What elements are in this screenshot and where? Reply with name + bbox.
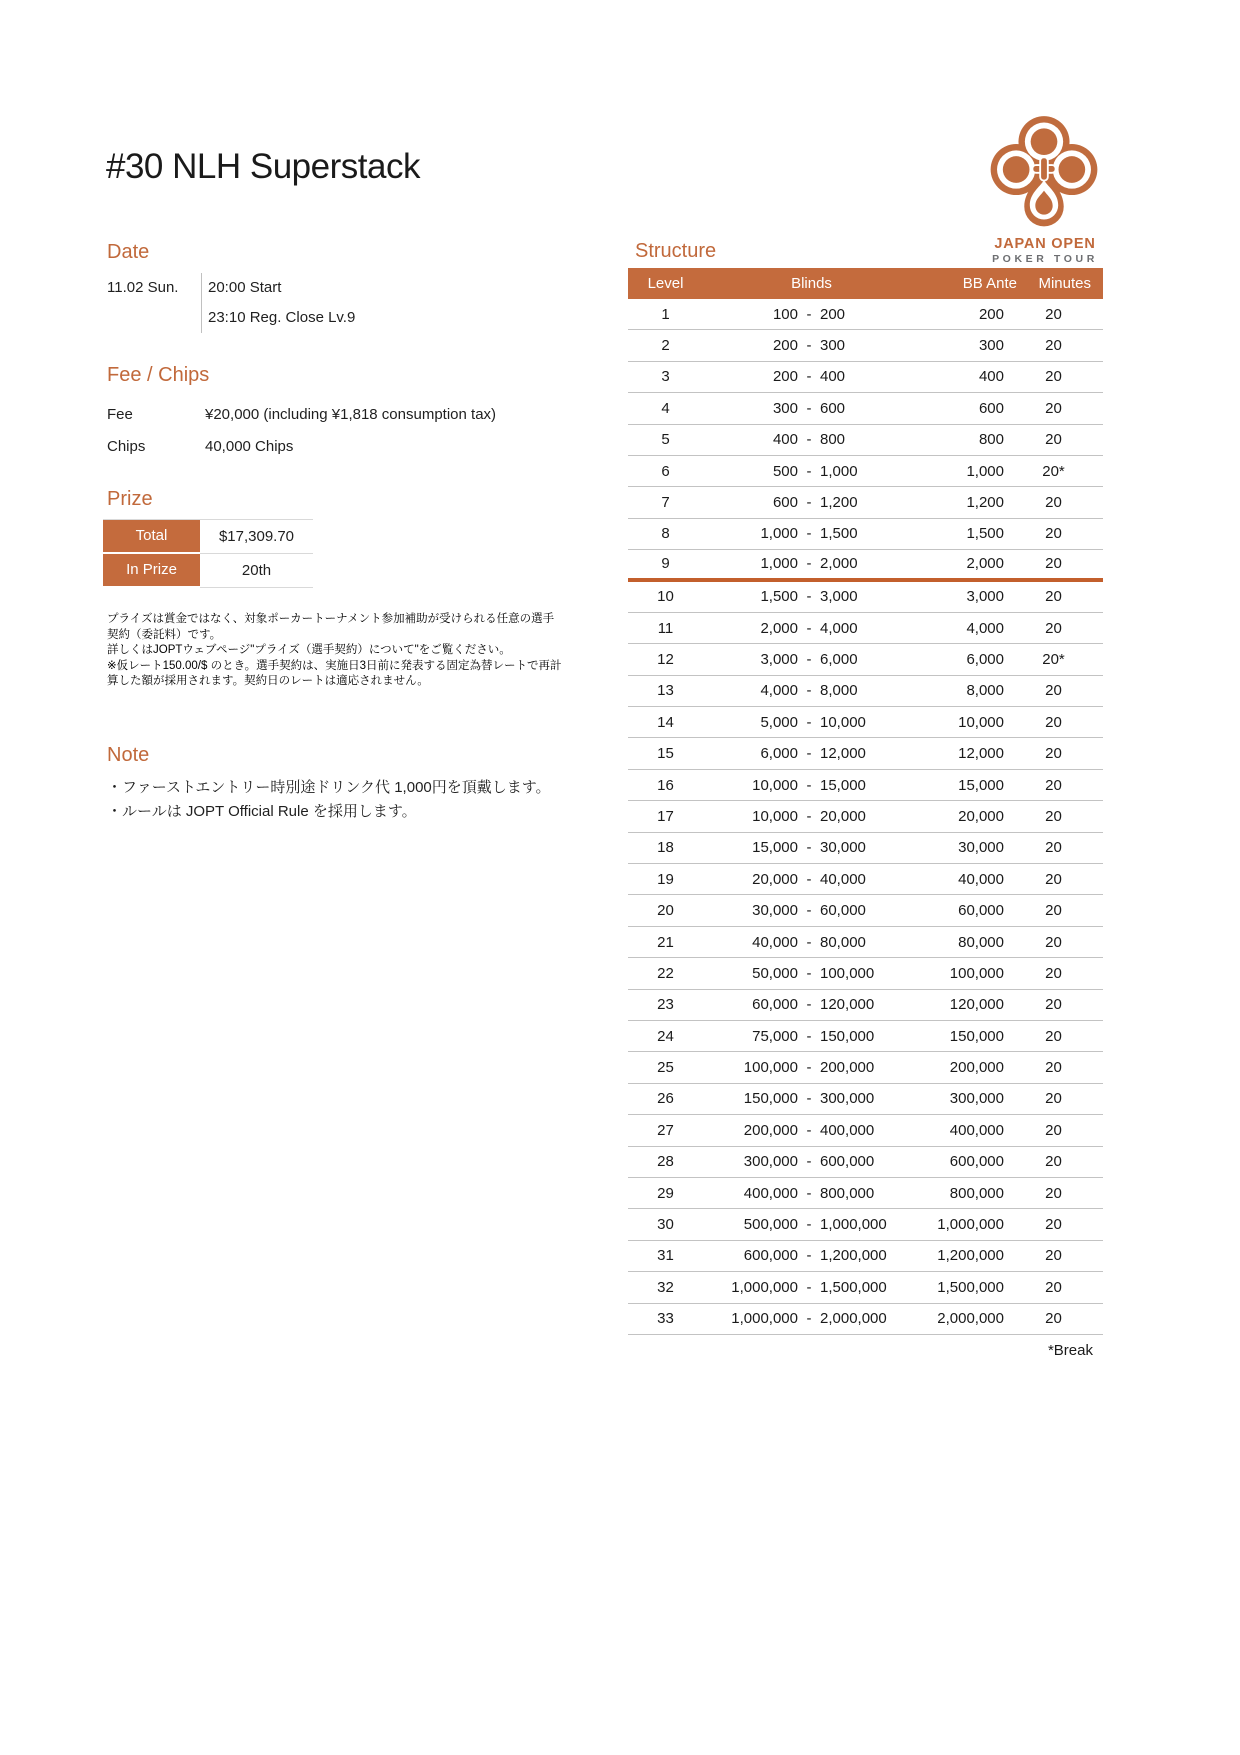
small-blind-cell: 6,000 <box>760 745 798 763</box>
jopt-clover-logo-icon <box>986 112 1102 234</box>
minutes-cell: 20 <box>1045 305 1062 323</box>
small-blind-cell: 1,000 <box>760 555 798 573</box>
minutes-cell: 20 <box>1045 1153 1062 1171</box>
structure-row <box>628 927 1103 958</box>
structure-row <box>628 582 1103 613</box>
blinds-separator: - <box>806 1278 812 1296</box>
note-lines <box>107 776 587 824</box>
level-cell: 28 <box>657 1153 674 1171</box>
prize-total-label: Total <box>103 520 200 554</box>
level-cell: 21 <box>657 933 674 951</box>
level-cell: 1 <box>661 305 670 323</box>
bb-ante-cell: 20,000 <box>958 807 1004 825</box>
structure-heading: Structure <box>635 240 717 262</box>
big-blind-cell: 60,000 <box>820 902 866 920</box>
blinds-separator: - <box>806 462 812 480</box>
date-heading: Date <box>107 241 150 263</box>
bb-ante-cell: 1,000,000 <box>937 1216 1004 1234</box>
big-blind-cell: 20,000 <box>820 807 866 825</box>
minutes-cell: 20 <box>1045 682 1062 700</box>
minutes-cell: 20 <box>1045 1247 1062 1265</box>
prize-inprize-row <box>103 554 313 588</box>
bb-ante-cell: 120,000 <box>949 996 1004 1014</box>
level-cell: 17 <box>657 807 674 825</box>
level-cell: 2 <box>661 337 670 355</box>
minutes-cell: 20 <box>1045 902 1062 920</box>
small-blind-cell: 400,000 <box>743 1184 798 1202</box>
level-cell: 3 <box>661 368 670 386</box>
blinds-separator: - <box>806 1184 812 1202</box>
structure-row <box>628 864 1103 895</box>
big-blind-cell: 150,000 <box>820 1027 875 1045</box>
small-blind-cell: 500 <box>772 462 798 480</box>
blinds-separator: - <box>806 305 812 323</box>
bb-ante-cell: 300 <box>978 337 1004 355</box>
big-blind-cell: 300 <box>820 337 846 355</box>
bb-ante-cell: 200,000 <box>949 1059 1004 1077</box>
big-blind-cell: 3,000 <box>820 588 858 606</box>
minutes-cell: 20 <box>1045 839 1062 857</box>
small-blind-cell: 20,000 <box>752 870 798 888</box>
level-cell: 29 <box>657 1184 674 1202</box>
minutes-cell: 20* <box>1042 650 1065 668</box>
page-title: #30 NLH Superstack <box>106 147 420 186</box>
structure-row <box>628 1115 1103 1146</box>
big-blind-cell: 600 <box>820 399 846 417</box>
big-blind-cell: 200,000 <box>820 1059 875 1077</box>
bb-ante-cell: 400,000 <box>949 1121 1004 1139</box>
bb-ante-cell: 600,000 <box>949 1153 1004 1171</box>
bb-ante-cell: 80,000 <box>958 933 1004 951</box>
structure-row <box>628 990 1103 1021</box>
structure-row <box>628 613 1103 644</box>
small-blind-cell: 5,000 <box>760 713 798 731</box>
minutes-cell: 20 <box>1045 1216 1062 1234</box>
minutes-cell: 20 <box>1045 964 1062 982</box>
structure-table <box>628 268 1103 1359</box>
blinds-separator: - <box>806 964 812 982</box>
column-header-level: Level <box>647 275 684 292</box>
structure-table-header <box>628 268 1103 299</box>
big-blind-cell: 80,000 <box>820 933 866 951</box>
minutes-cell: 20 <box>1045 555 1062 573</box>
structure-row <box>628 1241 1103 1272</box>
structure-row <box>628 1052 1103 1083</box>
minutes-cell: 20 <box>1045 1310 1062 1328</box>
bb-ante-cell: 2,000 <box>966 555 1004 573</box>
date-table <box>107 273 355 333</box>
fee-chips-heading: Fee / Chips <box>107 364 210 386</box>
level-cell: 16 <box>657 776 674 794</box>
bb-ante-cell: 4,000 <box>966 619 1004 637</box>
blinds-separator: - <box>806 682 812 700</box>
blinds-separator: - <box>806 1027 812 1045</box>
bb-ante-cell: 1,200,000 <box>937 1247 1004 1265</box>
structure-row <box>628 425 1103 456</box>
blinds-separator: - <box>806 839 812 857</box>
bb-ante-cell: 150,000 <box>949 1027 1004 1045</box>
structure-row <box>628 738 1103 769</box>
minutes-cell: 20 <box>1045 431 1062 449</box>
bb-ante-cell: 800 <box>978 431 1004 449</box>
structure-row <box>628 707 1103 738</box>
minutes-cell: 20 <box>1045 368 1062 386</box>
note-line: ・ファーストエントリー時別途ドリンク代 1,000円を頂戴します。 <box>107 779 551 796</box>
big-blind-cell: 4,000 <box>820 619 858 637</box>
minutes-cell: 20 <box>1045 870 1062 888</box>
structure-row <box>628 299 1103 330</box>
column-header-blinds: Blinds <box>791 275 832 292</box>
blinds-separator: - <box>806 494 812 512</box>
small-blind-cell: 200 <box>772 368 798 386</box>
prize-total-row <box>103 520 313 554</box>
small-blind-cell: 2,000 <box>760 619 798 637</box>
big-blind-cell: 600,000 <box>820 1153 875 1171</box>
small-blind-cell: 1,000,000 <box>731 1310 798 1328</box>
bb-ante-cell: 100,000 <box>949 964 1004 982</box>
level-cell: 6 <box>661 462 670 480</box>
bb-ante-cell: 600 <box>978 399 1004 417</box>
big-blind-cell: 8,000 <box>820 682 858 700</box>
blinds-separator: - <box>806 650 812 668</box>
blinds-separator: - <box>806 1153 812 1171</box>
level-cell: 15 <box>657 745 674 763</box>
bb-ante-cell: 3,000 <box>966 588 1004 606</box>
bb-ante-cell: 400 <box>978 368 1004 386</box>
level-cell: 30 <box>657 1216 674 1234</box>
prize-total-value: $17,309.70 <box>200 520 313 554</box>
big-blind-cell: 400 <box>820 368 846 386</box>
small-blind-cell: 60,000 <box>752 996 798 1014</box>
structure-row <box>628 456 1103 487</box>
column-header-minutes: Minutes <box>1038 275 1091 292</box>
big-blind-cell: 1,500,000 <box>820 1278 887 1296</box>
bb-ante-cell: 1,500 <box>966 525 1004 543</box>
big-blind-cell: 800 <box>820 431 846 449</box>
level-cell: 11 <box>657 619 674 637</box>
blinds-separator: - <box>806 1090 812 1108</box>
fee-label: Fee <box>107 406 133 423</box>
blinds-separator: - <box>806 555 812 573</box>
blinds-separator: - <box>806 807 812 825</box>
small-blind-cell: 1,500 <box>760 588 798 606</box>
structure-row <box>628 770 1103 801</box>
structure-row <box>628 958 1103 989</box>
level-cell: 8 <box>661 525 670 543</box>
level-cell: 23 <box>657 996 674 1014</box>
structure-row <box>628 833 1103 864</box>
minutes-cell: 20 <box>1045 713 1062 731</box>
disclaimer-line: ※仮レート150.00/$ のとき。選手契約は、実施日3日前に発表する固定為替レートで再計算した額が採用されます。契約日のレートは適応されません。 <box>107 659 562 687</box>
bb-ante-cell: 2,000,000 <box>937 1310 1004 1328</box>
structure-row <box>628 1147 1103 1178</box>
big-blind-cell: 800,000 <box>820 1184 875 1202</box>
fee-chips-table <box>107 399 496 463</box>
blinds-separator: - <box>806 713 812 731</box>
structure-row <box>628 550 1103 581</box>
blinds-separator: - <box>806 996 812 1014</box>
blinds-separator: - <box>806 1121 812 1139</box>
bb-ante-cell: 1,500,000 <box>937 1278 1004 1296</box>
bb-ante-cell: 30,000 <box>958 839 1004 857</box>
minutes-cell: 20 <box>1045 1027 1062 1045</box>
structure-row <box>628 1178 1103 1209</box>
minutes-cell: 20 <box>1045 619 1062 637</box>
big-blind-cell: 1,000 <box>820 462 858 480</box>
logo-text-poker-tour: POKER TOUR <box>992 253 1098 265</box>
big-blind-cell: 1,500 <box>820 525 858 543</box>
structure-row <box>628 519 1103 550</box>
level-cell: 10 <box>657 588 674 606</box>
level-cell: 24 <box>657 1027 674 1045</box>
date-times <box>201 273 355 333</box>
big-blind-cell: 12,000 <box>820 745 866 763</box>
small-blind-cell: 3,000 <box>760 650 798 668</box>
level-cell: 27 <box>657 1121 674 1139</box>
structure-row <box>628 801 1103 832</box>
small-blind-cell: 500,000 <box>743 1216 798 1234</box>
blinds-separator: - <box>806 368 812 386</box>
reg-close-time: 23:10 Reg. Close Lv.9 <box>208 309 356 326</box>
small-blind-cell: 100,000 <box>743 1059 798 1077</box>
blinds-separator: - <box>806 337 812 355</box>
big-blind-cell: 200 <box>820 305 846 323</box>
blinds-separator: - <box>806 431 812 449</box>
big-blind-cell: 120,000 <box>820 996 875 1014</box>
column-header-bb-ante: BB Ante <box>962 275 1017 292</box>
chips-label: Chips <box>107 438 146 455</box>
minutes-cell: 20 <box>1045 1121 1062 1139</box>
minutes-cell: 20 <box>1045 494 1062 512</box>
structure-row <box>628 676 1103 707</box>
big-blind-cell: 40,000 <box>820 870 866 888</box>
minutes-cell: 20 <box>1045 807 1062 825</box>
level-cell: 33 <box>657 1310 674 1328</box>
level-cell: 25 <box>657 1059 674 1077</box>
big-blind-cell: 100,000 <box>820 964 875 982</box>
small-blind-cell: 400 <box>772 431 798 449</box>
structure-row <box>628 1272 1103 1303</box>
level-cell: 31 <box>657 1247 674 1265</box>
minutes-cell: 20 <box>1045 933 1062 951</box>
note-line: ・ルールは JOPT Official Rule を採用します。 <box>107 803 417 820</box>
blinds-separator: - <box>806 933 812 951</box>
big-blind-cell: 15,000 <box>820 776 866 794</box>
blinds-separator: - <box>806 870 812 888</box>
level-cell: 4 <box>661 399 670 417</box>
date-section <box>107 241 355 333</box>
minutes-cell: 20 <box>1045 1278 1062 1296</box>
minutes-cell: 20* <box>1042 462 1065 480</box>
structure-row <box>628 330 1103 361</box>
structure-row <box>628 393 1103 424</box>
prize-section <box>103 488 313 588</box>
bb-ante-cell: 1,000 <box>966 462 1004 480</box>
prize-inprize-value: 20th <box>200 554 313 588</box>
structure-row <box>628 1209 1103 1240</box>
structure-row <box>628 895 1103 926</box>
minutes-cell: 20 <box>1045 745 1062 763</box>
small-blind-cell: 600 <box>772 494 798 512</box>
level-cell: 12 <box>657 650 674 668</box>
big-blind-cell: 1,200 <box>820 494 858 512</box>
start-time: 20:00 Start <box>208 279 282 296</box>
level-cell: 9 <box>661 555 670 573</box>
break-footnote: *Break <box>1047 1341 1093 1359</box>
big-blind-cell: 2,000 <box>820 555 858 573</box>
structure-row <box>628 644 1103 675</box>
fee-value: ¥20,000 (including ¥1,818 consumption tax) <box>205 406 497 423</box>
bb-ante-cell: 15,000 <box>958 776 1004 794</box>
big-blind-cell: 2,000,000 <box>820 1310 887 1328</box>
minutes-cell: 20 <box>1045 399 1062 417</box>
note-heading: Note <box>107 744 150 766</box>
level-cell: 13 <box>657 682 674 700</box>
structure-table-body <box>628 299 1103 1335</box>
small-blind-cell: 1,000 <box>760 525 798 543</box>
minutes-cell: 20 <box>1045 588 1062 606</box>
small-blind-cell: 10,000 <box>752 807 798 825</box>
big-blind-cell: 10,000 <box>820 713 866 731</box>
minutes-cell: 20 <box>1045 1184 1062 1202</box>
prize-disclaimer <box>107 612 565 690</box>
level-cell: 19 <box>657 870 674 888</box>
bb-ante-cell: 6,000 <box>966 650 1004 668</box>
big-blind-cell: 400,000 <box>820 1121 875 1139</box>
structure-row <box>628 1304 1103 1335</box>
structure-row <box>628 1084 1103 1115</box>
blinds-separator: - <box>806 619 812 637</box>
small-blind-cell: 600,000 <box>743 1247 798 1265</box>
level-cell: 20 <box>657 902 674 920</box>
small-blind-cell: 1,000,000 <box>731 1278 798 1296</box>
level-cell: 18 <box>657 839 674 857</box>
note-section <box>107 744 587 824</box>
level-cell: 32 <box>657 1278 674 1296</box>
chips-row <box>107 431 496 463</box>
blinds-separator: - <box>806 902 812 920</box>
small-blind-cell: 150,000 <box>743 1090 798 1108</box>
blinds-separator: - <box>806 745 812 763</box>
level-cell: 26 <box>657 1090 674 1108</box>
big-blind-cell: 30,000 <box>820 839 866 857</box>
blinds-separator: - <box>806 1310 812 1328</box>
minutes-cell: 20 <box>1045 1059 1062 1077</box>
minutes-cell: 20 <box>1045 776 1062 794</box>
small-blind-cell: 40,000 <box>752 933 798 951</box>
level-cell: 22 <box>657 964 674 982</box>
blinds-separator: - <box>806 1059 812 1077</box>
fee-row <box>107 399 496 431</box>
structure-row <box>628 362 1103 393</box>
bb-ante-cell: 12,000 <box>958 745 1004 763</box>
small-blind-cell: 10,000 <box>752 776 798 794</box>
small-blind-cell: 50,000 <box>752 964 798 982</box>
bb-ante-cell: 300,000 <box>949 1090 1004 1108</box>
minutes-cell: 20 <box>1045 1090 1062 1108</box>
logo-wordmark <box>966 236 1124 265</box>
blinds-separator: - <box>806 588 812 606</box>
bb-ante-cell: 1,200 <box>966 494 1004 512</box>
level-cell: 14 <box>657 713 674 731</box>
prize-table <box>103 519 313 588</box>
big-blind-cell: 1,200,000 <box>820 1247 887 1265</box>
small-blind-cell: 300 <box>772 399 798 417</box>
prize-inprize-label: In Prize <box>103 554 200 588</box>
prize-heading: Prize <box>107 488 153 510</box>
small-blind-cell: 15,000 <box>752 839 798 857</box>
logo-text-japan-open: JAPAN OPEN <box>994 236 1096 252</box>
small-blind-cell: 75,000 <box>752 1027 798 1045</box>
small-blind-cell: 4,000 <box>760 682 798 700</box>
blinds-separator: - <box>806 525 812 543</box>
structure-row <box>628 1021 1103 1052</box>
blinds-separator: - <box>806 776 812 794</box>
small-blind-cell: 300,000 <box>743 1153 798 1171</box>
minutes-cell: 20 <box>1045 996 1062 1014</box>
blinds-separator: - <box>806 399 812 417</box>
chips-value: 40,000 Chips <box>205 438 294 455</box>
level-cell: 7 <box>661 494 670 512</box>
small-blind-cell: 100 <box>772 305 798 323</box>
big-blind-cell: 6,000 <box>820 650 858 668</box>
minutes-cell: 20 <box>1045 337 1062 355</box>
level-cell: 5 <box>661 431 670 449</box>
bb-ante-cell: 800,000 <box>949 1184 1004 1202</box>
big-blind-cell: 1,000,000 <box>820 1216 887 1234</box>
bb-ante-cell: 10,000 <box>958 713 1004 731</box>
bb-ante-cell: 8,000 <box>966 682 1004 700</box>
date-value: 11.02 Sun. <box>107 279 179 296</box>
big-blind-cell: 300,000 <box>820 1090 875 1108</box>
structure-row <box>628 487 1103 518</box>
bb-ante-cell: 40,000 <box>958 870 1004 888</box>
blinds-separator: - <box>806 1247 812 1265</box>
disclaimer-line: プライズは賞金ではなく、対象ポーカートーナメント参加補助が受けられる任意の選手契約（委託料）です。 <box>107 613 555 641</box>
bb-ante-cell: 60,000 <box>958 902 1004 920</box>
disclaimer-line: 詳しくはJOPTウェブページ"プライズ（選手契約）について"をご覧ください。 <box>107 644 511 656</box>
small-blind-cell: 30,000 <box>752 902 798 920</box>
blinds-separator: - <box>806 1216 812 1234</box>
minutes-cell: 20 <box>1045 525 1062 543</box>
bb-ante-cell: 200 <box>978 305 1004 323</box>
small-blind-cell: 200,000 <box>743 1121 798 1139</box>
small-blind-cell: 200 <box>772 337 798 355</box>
fee-chips-section <box>107 364 496 463</box>
